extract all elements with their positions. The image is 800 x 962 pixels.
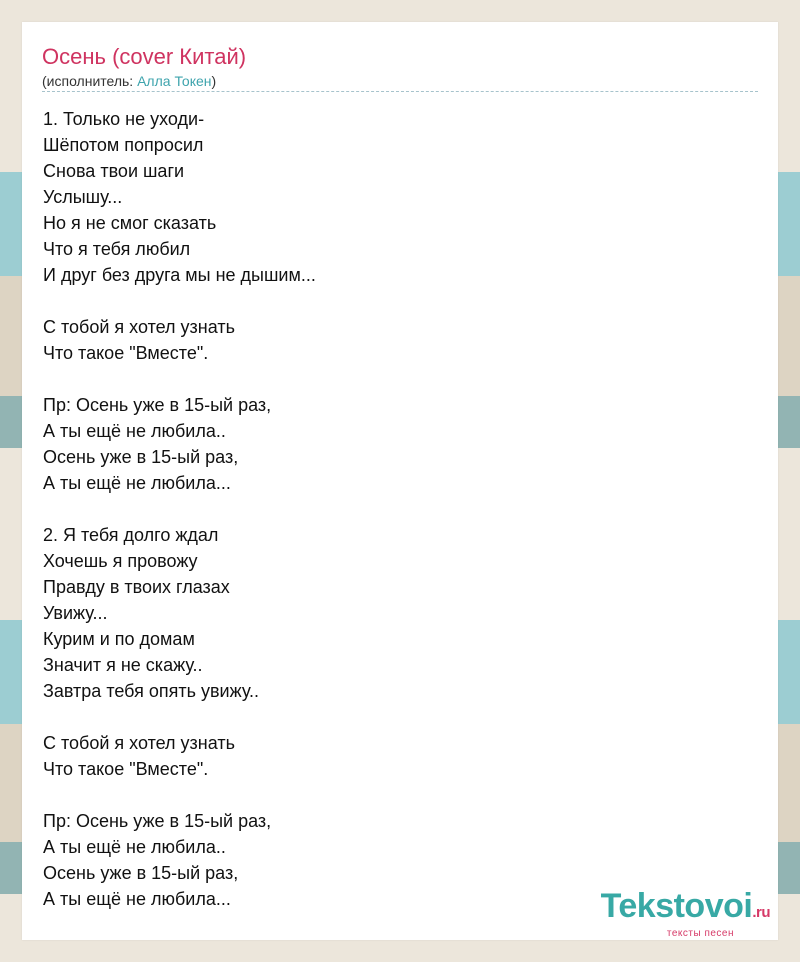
lyrics-line: С тобой я хотел узнать [43, 733, 235, 753]
song-title: Осень (cover Китай) [42, 44, 247, 69]
artist-line [42, 73, 758, 92]
lyrics-line: Хочешь я провожу [43, 551, 198, 571]
lyrics-line: Снова твои шаги [43, 161, 185, 181]
artist-link[interactable]: Алла Токен [137, 73, 212, 89]
lyrics-line: Что такое "Вместе". [43, 759, 209, 779]
lyrics-blank-line [43, 782, 743, 808]
lyrics-blank-line [43, 496, 743, 522]
lyrics-line: Услышу... [43, 187, 123, 207]
artist-prefix: (исполнитель: [42, 73, 138, 89]
lyrics-line: Шёпотом попросил [43, 135, 204, 155]
logo-tagline: тексты песен [666, 928, 734, 939]
lyrics-blank-line [43, 366, 743, 392]
lyrics-blank-line [43, 704, 743, 730]
lyrics-line: Увижу... [43, 603, 108, 623]
lyrics-line: Завтра тебя опять увижу.. [43, 681, 260, 701]
lyrics-line: С тобой я хотел узнать [43, 317, 235, 337]
lyrics-line: Что я тебя любил [43, 239, 191, 259]
lyrics-line: Но я не смог сказать [43, 213, 217, 233]
lyrics-line: Что такое "Вместе". [43, 343, 209, 363]
lyrics-line: 1. Только не уходи- [43, 109, 205, 129]
lyrics-blank-line [43, 288, 743, 314]
lyrics-line: А ты ещё не любила.. [43, 837, 226, 857]
lyrics-line: А ты ещё не любила.. [43, 421, 226, 441]
lyrics-line: Пр: Осень уже в 15-ый раз, [43, 395, 272, 415]
lyrics-line: 2. Я тебя долго ждал [43, 525, 219, 545]
lyrics-line: Правду в твоих глазах [43, 577, 230, 597]
lyrics-card [22, 22, 778, 940]
logo-domain: .ru [752, 904, 770, 921]
lyrics-text [43, 106, 743, 912]
lyrics-line: Значит я не скажу.. [43, 655, 203, 675]
lyrics-line: А ты ещё не любила... [43, 889, 231, 909]
logo-wordmark: Tekstovoi [600, 887, 753, 925]
lyrics-line: Осень уже в 15-ый раз, [43, 447, 239, 467]
lyrics-line: Осень уже в 15-ый раз, [43, 863, 239, 883]
lyrics-line: А ты ещё не любила... [43, 473, 231, 493]
site-logo[interactable] [601, 888, 770, 939]
lyrics-line: Пр: Осень уже в 15-ый раз, [43, 811, 272, 831]
lyrics-line: Курим и по домам [43, 629, 195, 649]
lyrics-line: И друг без друга мы не дышим... [43, 265, 316, 285]
artist-suffix: ) [211, 73, 217, 89]
